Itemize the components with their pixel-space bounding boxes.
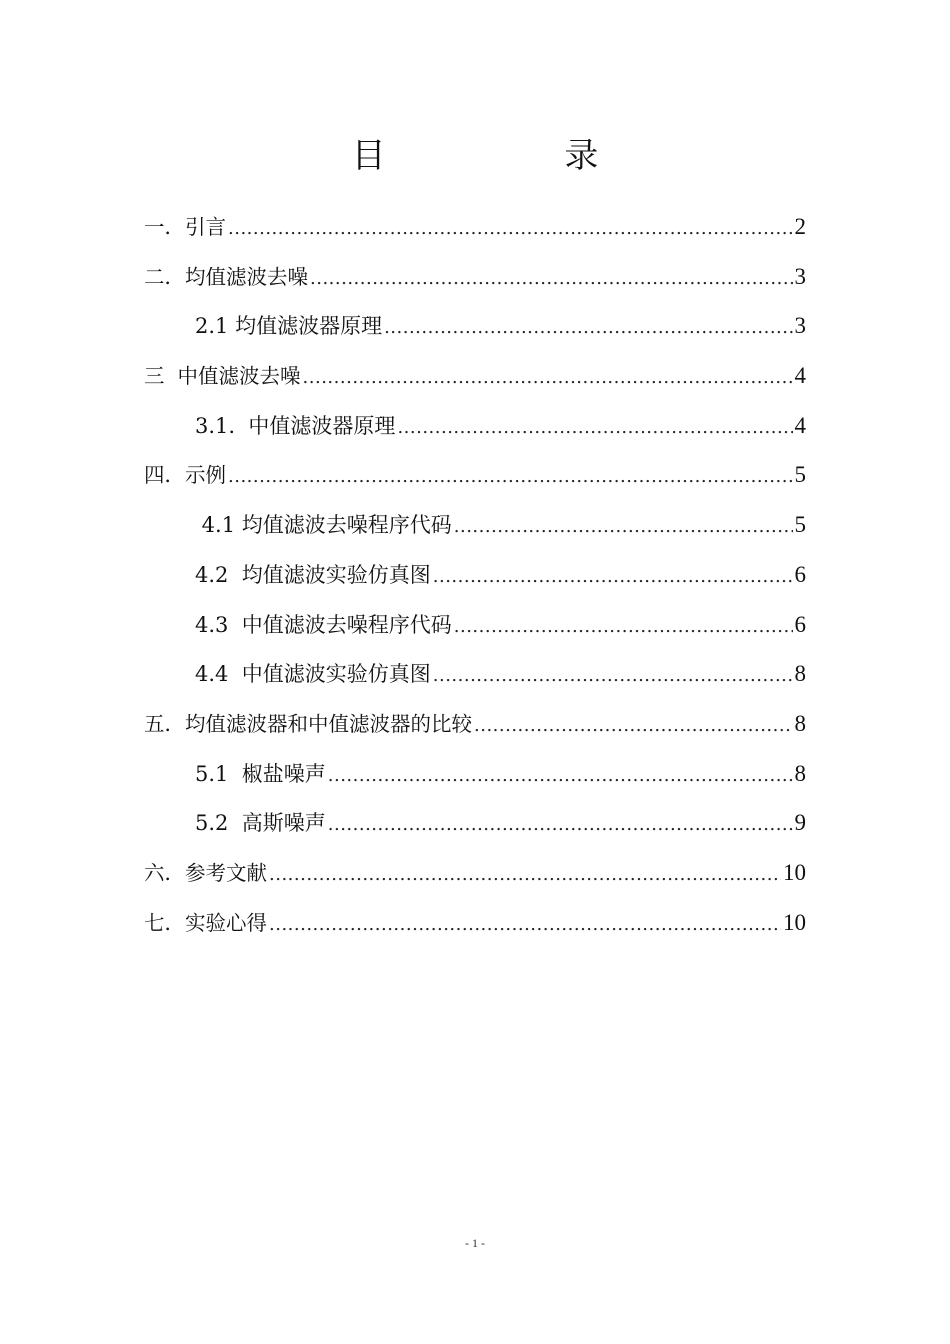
- toc-entry-references[interactable]: [144, 858, 806, 908]
- toc-entry-page-number: 5: [794, 462, 806, 488]
- toc-entry-label: 六．参考文献: [144, 860, 267, 885]
- toc-entry-page-number: 8: [794, 760, 806, 786]
- toc-entry-label: 4.1 均值滤波去噪程序代码: [195, 513, 452, 538]
- toc-entry-label: 4.3 中值滤波去噪程序代码: [195, 612, 452, 637]
- toc-entry-label: 五．均值滤波器和中值滤波器的比较: [144, 711, 472, 736]
- dot-leader: [433, 661, 793, 691]
- dot-leader: [228, 214, 793, 244]
- toc-entry-median-filter-denoising[interactable]: [144, 361, 806, 411]
- dot-leader: [433, 562, 793, 592]
- dot-leader: [328, 810, 793, 840]
- toc-entry-introduction[interactable]: [144, 212, 806, 262]
- toc-entry-page-number: 6: [794, 611, 806, 637]
- dot-leader: [228, 462, 793, 492]
- toc-entry-label: 5.1 椒盐噪声: [195, 761, 326, 786]
- page-number-footer: - 1 -: [465, 1236, 485, 1250]
- toc-entry-page-number: 4: [794, 363, 806, 389]
- toc-entry-label: 3.1. 中值滤波器原理: [195, 413, 396, 438]
- toc-entry-mean-filter-code[interactable]: [144, 510, 806, 560]
- dot-leader: [328, 761, 793, 791]
- toc-entry-label: 一．引言: [144, 215, 226, 239]
- toc-entry-examples[interactable]: [144, 460, 806, 510]
- toc-entry-label: 5.2 高斯噪声: [195, 811, 326, 836]
- toc-entry-salt-pepper-noise[interactable]: [144, 759, 806, 809]
- toc-entry-label: 七．实验心得: [144, 910, 267, 935]
- toc-entry-page-number: 6: [794, 561, 806, 587]
- toc-entry-page-number: 8: [794, 661, 806, 687]
- dot-leader: [310, 264, 793, 294]
- toc-entry-label: 2.1 均值滤波器原理: [195, 314, 383, 339]
- dot-leader: [454, 512, 793, 542]
- dot-leader: [474, 711, 793, 741]
- toc-entry-page-number: 9: [794, 810, 806, 836]
- toc-entry-mean-filter-denoising[interactable]: [144, 262, 806, 312]
- toc-entry-median-filter-code[interactable]: [144, 610, 806, 660]
- toc-entry-label: 4.2 均值滤波实验仿真图: [195, 562, 431, 587]
- toc-entry-gaussian-noise[interactable]: [144, 808, 806, 858]
- dot-leader: [269, 860, 781, 890]
- toc-entry-page-number: 2: [794, 214, 806, 239]
- table-of-contents: [144, 212, 806, 957]
- toc-entry-page-number: 3: [794, 313, 806, 339]
- toc-entry-page-number: 3: [794, 263, 806, 289]
- toc-entry-mean-filter-simulation[interactable]: [144, 560, 806, 610]
- toc-entry-page-number: 10: [783, 859, 806, 885]
- toc-entry-label: 四．示例: [144, 463, 226, 488]
- toc-entry-label: 4.4 中值滤波实验仿真图: [195, 662, 431, 687]
- dot-leader: [454, 612, 793, 642]
- dot-leader: [269, 910, 781, 940]
- toc-entry-label: 二．均值滤波去噪: [144, 264, 308, 289]
- toc-entry-filter-comparison[interactable]: [144, 709, 806, 759]
- dot-leader: [303, 363, 793, 393]
- toc-entry-mean-filter-principle[interactable]: [144, 311, 806, 361]
- toc-entry-experiment-reflections[interactable]: [144, 908, 806, 958]
- page-title: 目 录: [351, 136, 683, 176]
- toc-entry-page-number: 10: [783, 909, 806, 935]
- toc-entry-median-filter-simulation[interactable]: [144, 659, 806, 709]
- toc-entry-page-number: 5: [794, 512, 806, 538]
- dot-leader: [397, 413, 792, 443]
- toc-entry-label: 三 中值滤波去噪: [144, 364, 301, 389]
- toc-entry-page-number: 4: [794, 412, 806, 438]
- dot-leader: [384, 313, 792, 343]
- toc-entry-page-number: 8: [794, 710, 806, 736]
- toc-entry-median-filter-principle[interactable]: [144, 411, 806, 461]
